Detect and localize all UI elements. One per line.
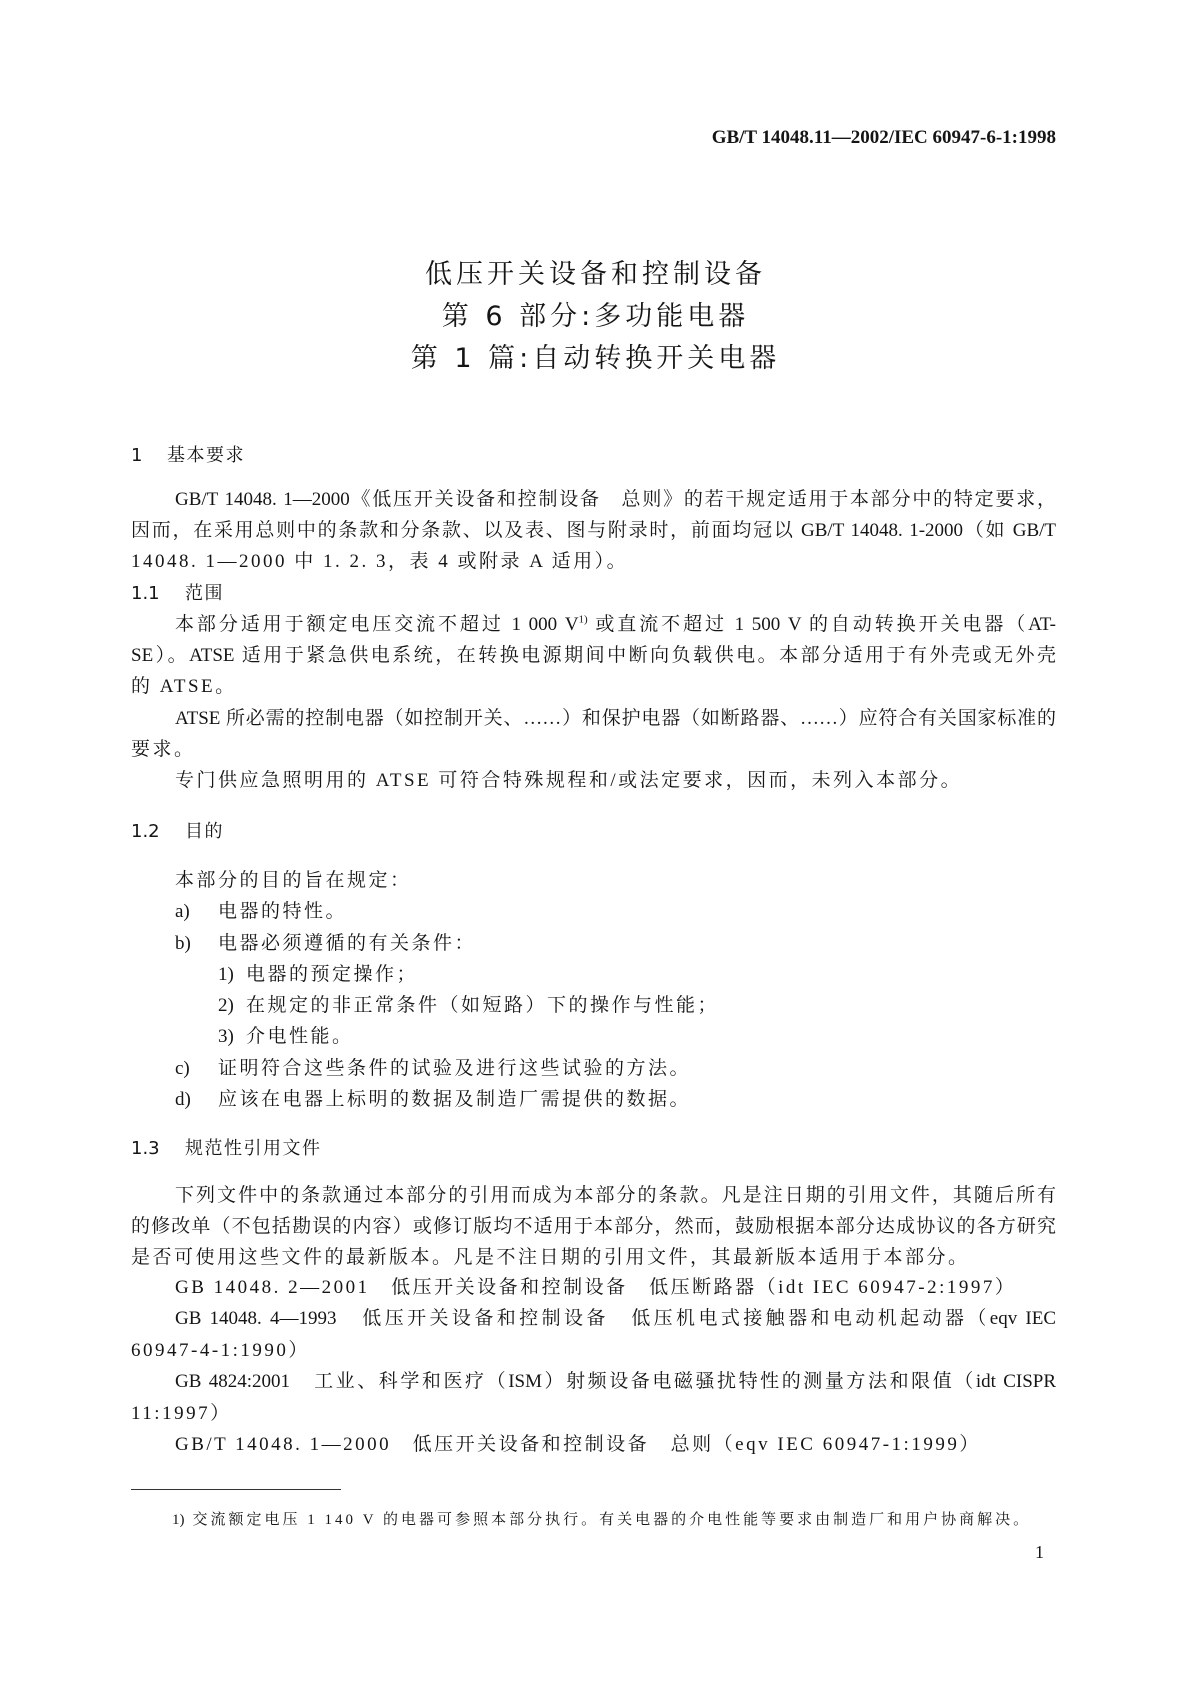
text-line: 下列文件中的条款通过本部分的引用而成为本部分的条款。凡是注日期的引用文件，其随后所有 <box>175 1185 1056 1206</box>
section-title: 目的 <box>185 821 224 842</box>
text-line: 的 ATSE。 <box>131 676 237 697</box>
reference-entry: GB 14048. 2—2001 低压开关设备和控制设备 低压断路器（idt IEC 60947-2:1997） <box>175 1277 1017 1298</box>
title-line-3: 第 1 篇:自动转换开关电器 <box>410 343 781 374</box>
text-line: SE）。ATSE 适用于紧急供电系统，在转换电源期间中断向负载供电。本部分适用于有外壳或无外壳 <box>131 645 1056 666</box>
reference-entry: GB/T 14048. 1—2000 低压开关设备和控制设备 总则（eqv IEC 60947-1:1999） <box>175 1433 981 1455</box>
reference-entry-continuation: 11:1997） <box>131 1402 232 1424</box>
section-title: 范围 <box>185 583 224 604</box>
list-marker: a) <box>175 901 190 923</box>
paragraph-scope-3 <box>131 765 1056 796</box>
sub-list-item <box>131 990 1056 1021</box>
text-fragment: 或直流不超过 1 500 V 的自动转换开关电器（AT- <box>587 614 1056 635</box>
title-line-1: 低压开关设备和控制设备 <box>425 259 766 290</box>
paragraph-requirements <box>131 484 1056 577</box>
section-title: 规范性引用文件 <box>185 1138 322 1159</box>
text-fragment: 本部分适用于额定电压交流不超过 1 000 V <box>175 614 579 635</box>
text-line: 专门供应急照明用的 ATSE 可符合特殊规程和/或法定要求，因而，未列入本部分。 <box>175 770 963 791</box>
list-item-text: 介电性能。 <box>246 1026 354 1048</box>
sub-list-item <box>131 1021 1056 1052</box>
reference-entry: GB 14048. 4—1993 低压开关设备和控制设备 低压机电式接触器和电动机起动器（eqv IEC <box>175 1308 1056 1330</box>
list-marker: b) <box>175 932 191 954</box>
list-item <box>131 1053 1056 1084</box>
section-title: 基本要求 <box>167 445 245 466</box>
footnote <box>172 1509 1031 1531</box>
sub-list-item <box>131 959 1056 990</box>
section-heading-1-3 <box>131 1133 322 1164</box>
list-marker: 1) <box>218 963 234 985</box>
list-item-text: 电器必须遵循的有关条件： <box>218 932 477 954</box>
section-heading-1 <box>131 440 245 471</box>
section-number: 1 <box>131 445 143 466</box>
section-number: 1.1 <box>131 583 160 604</box>
footnote-marker: 1) <box>172 1512 185 1528</box>
list-marker: c) <box>175 1057 190 1079</box>
list-item <box>131 1084 1056 1115</box>
list-intro: 本部分的目的旨在规定： <box>175 870 412 891</box>
text-line: GB/T 14048. 1—2000《低压开关设备和控制设备 总则》的若干规定适用于本部分中的特定要求， <box>175 489 1056 510</box>
section-number: 1.3 <box>131 1138 160 1159</box>
list-item-text: 电器的特性。 <box>218 901 348 923</box>
footnote-text: 交流额定电压 1 140 V 的电器可参照本部分执行。有关电器的介电性能等要求由制造厂和用户协商解决。 <box>192 1512 1032 1528</box>
list-item <box>131 928 1056 959</box>
text-line: ATSE 所必需的控制电器（如控制开关、……）和保护电器（如断路器、……）应符合有关国家标准的 <box>175 708 1056 729</box>
list-item-text: 电器的预定操作； <box>246 963 419 985</box>
reference-entry: GB 4824:2001 工业、科学和医疗（ISM）射频设备电磁骚扰特性的测量方法和限值（idt CISPR <box>175 1371 1056 1393</box>
reference-list <box>131 1272 1056 1460</box>
paragraph-normative-references <box>131 1180 1056 1273</box>
paragraph-scope-2 <box>131 703 1056 765</box>
document-title <box>0 254 1191 380</box>
text-line <box>131 609 1056 640</box>
list-marker: 3) <box>218 1026 234 1048</box>
text-line: 要求。 <box>131 739 196 760</box>
objectives-list <box>131 865 1056 1115</box>
standard-number-header: GB/T 14048.11—2002/IEC 60947-6-1:1998 <box>711 127 1056 148</box>
text-line: 因而，在采用总则中的条款和分条款、以及表、图与附录时，前面均冠以 GB/T 14048. 1-2000（如 GB/T <box>131 520 1056 541</box>
list-item-text: 应该在电器上标明的数据及制造厂需提供的数据。 <box>218 1089 692 1111</box>
list-marker: 2) <box>218 995 234 1017</box>
list-item <box>131 896 1056 927</box>
footnote-reference: 1) <box>578 613 588 626</box>
list-item-text: 在规定的非正常条件（如短路）下的操作与性能； <box>246 995 720 1017</box>
paragraph-scope-1 <box>131 609 1056 702</box>
text-line: 14048. 1—2000 中 1. 2. 3，表 4 或附录 A 适用）。 <box>131 551 629 572</box>
footnote-separator <box>131 1489 341 1490</box>
reference-entry-continuation: 60947-4-1:1990） <box>131 1339 310 1361</box>
page-number: 1 <box>1035 1542 1044 1562</box>
list-marker: d) <box>175 1089 191 1111</box>
title-line-2: 第 6 部分:多功能电器 <box>441 301 750 332</box>
section-heading-1-2 <box>131 816 224 847</box>
list-item-text: 证明符合这些条件的试验及进行这些试验的方法。 <box>218 1057 692 1079</box>
section-number: 1.2 <box>131 821 160 842</box>
text-line: 是否可使用这些文件的最新版本。凡是不注日期的引用文件，其最新版本适用于本部分。 <box>131 1247 970 1268</box>
text-line: 的修改单（不包括勘误的内容）或修订版均不适用于本部分，然而，鼓励根据本部分达成协议的各方研究 <box>131 1216 1056 1237</box>
section-heading-1-1 <box>131 578 224 609</box>
